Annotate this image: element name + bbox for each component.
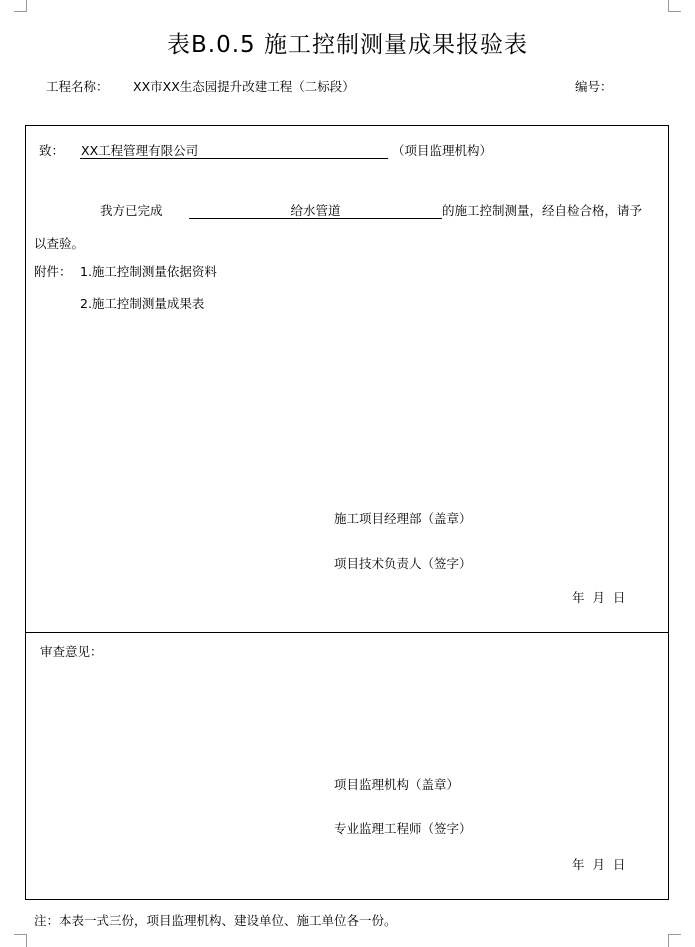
attachment-item-2: 2.施工控制测量成果表 <box>80 296 205 311</box>
attachments-label: 附件： <box>34 264 72 279</box>
supervisor-org-seal: 项目监理机构（盖章） <box>334 777 460 792</box>
to-label: 致： <box>39 143 65 158</box>
attachment-item-1: 1.施工控制测量依据资料 <box>80 264 217 279</box>
form-number-label: 编号： <box>575 79 613 94</box>
completed-suffix-line2: 以查验。 <box>34 236 85 251</box>
completed-prefix: 我方已完成 <box>100 203 163 218</box>
corner-mark-bottom-right <box>668 934 681 947</box>
section-divider <box>26 632 668 633</box>
contractor-dept-seal: 施工项目经理部（盖章） <box>334 511 472 526</box>
footnote: 注：本表一式三份，项目监理机构、建设单位、施工单位各一份。 <box>34 913 397 928</box>
project-name-value: XX市XX生态园提升改建工程（二标段） <box>133 79 355 94</box>
completed-suffix: 的施工控制测量，经自检合格，请予 <box>442 203 643 218</box>
contractor-tech-signature: 项目技术负责人（签字） <box>334 556 472 571</box>
project-name-label: 工程名称： <box>46 79 109 94</box>
corner-mark-top-right <box>668 0 681 12</box>
supervisor-engineer-signature: 专业监理工程师（签字） <box>334 821 472 836</box>
to-org-field[interactable]: XX工程管理有限公司 <box>81 143 199 158</box>
supervisor-date: 年 月 日 <box>572 857 626 872</box>
review-label: 审查意见： <box>40 644 103 659</box>
form-table <box>25 125 669 900</box>
page-title: 表B.0.5 施工控制测量成果报验表 <box>167 32 528 58</box>
completed-item-field[interactable]: 给水管道 <box>290 203 341 218</box>
to-org-suffix: （项目监理机构） <box>392 143 493 158</box>
contractor-date: 年 月 日 <box>572 590 626 605</box>
corner-mark-top-left <box>14 0 27 12</box>
corner-mark-bottom-left <box>14 934 27 947</box>
